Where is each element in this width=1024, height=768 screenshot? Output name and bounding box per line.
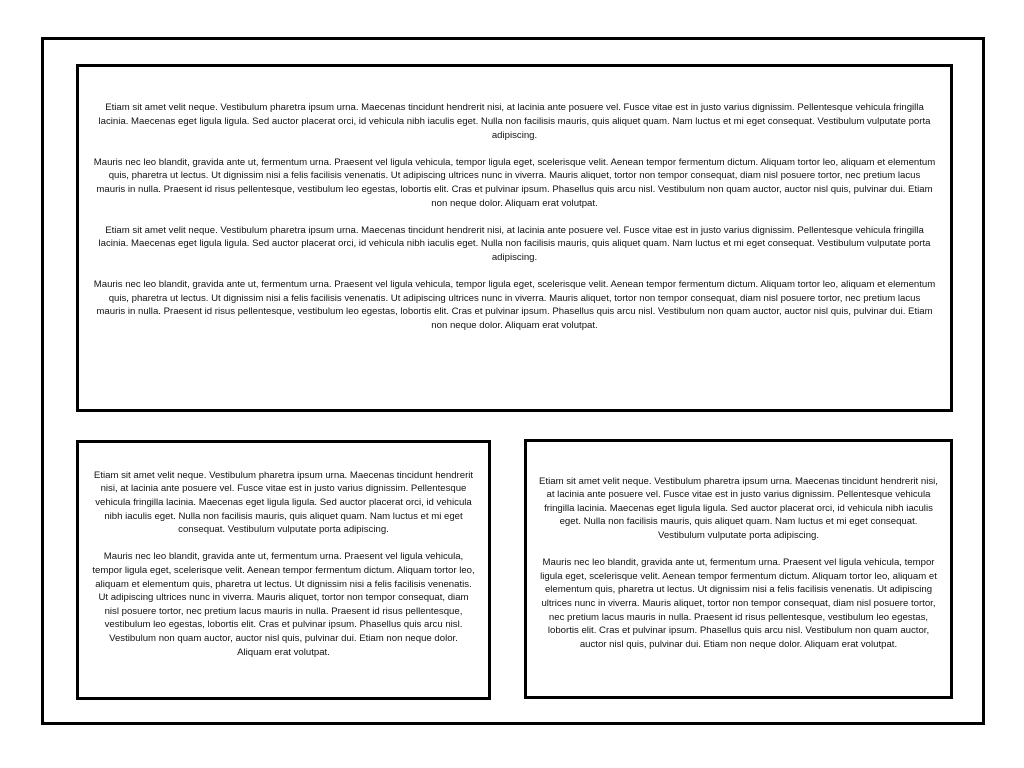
top-text-content [93, 101, 936, 332]
top-paragraph-4: Mauris nec leo blandit, gravida ante ut, fermentum urna. Praesent vel ligula vehicula, tempor ligula eget, scelerisque velit. Aenean tempor fermentum dictum. Aliquam tortor leo, aliquam et elementum quis, pharetra ut lectus. Ut dignissim nisi a felis facilisis venenatis. Ut adipiscing ultrices nunc in viverra. Mauris aliquet, tortor non tempor consequat, diam nisl posuere tortor, nec pretium lacus mauris in nulla. Praesent id risus pellentesque, vestibulum leo egestas, lobortis elit. Cras et pulvinar ipsum. Phasellus quis arcu nisl. Vestibulum non quam auctor, auctor nisl quis, pulvinar dui. Etiam non neque dolor. Aliquam erat volutpat. [93, 279, 936, 331]
top-paragraph-1: Etiam sit amet velit neque. Vestibulum pharetra ipsum urna. Maecenas tincidunt hendrerit nisi, at lacinia ante posuere vel. Fusce vitae est in justo varius dignissim. Pellentesque vehicula fringilla lacinia. Maecenas eget ligula ligula. Sed auctor placerat orci, id vehicula nibh iaculis eget. Nulla non facilisis mauris, quis aliquet quam. Nam luctus et mi eget consequat. Vestibulum vulputate porta adipiscing. [98, 102, 931, 141]
top-text-panel [76, 64, 953, 412]
bottom-left-text-panel [76, 440, 491, 700]
top-paragraph-2: Mauris nec leo blandit, gravida ante ut, fermentum urna. Praesent vel ligula vehicula, tempor ligula eget, scelerisque velit. Aenean tempor fermentum dictum. Aliquam tortor leo, aliquam et elementum quis, pharetra ut lectus. Ut dignissim nisi a felis facilisis venenatis. Ut adipiscing ultrices nunc in viverra. Mauris aliquet, tortor non tempor consequat, diam nisl posuere tortor, nec pretium lacus mauris in nulla. Praesent id risus pellentesque, vestibulum leo egestas, lobortis elit. Cras et pulvinar ipsum. Phasellus quis arcu nisl. Vestibulum non quam auctor, auctor nisl quis, pulvinar dui. Etiam non neque dolor. Aliquam erat volutpat. [93, 156, 936, 209]
bottom-left-paragraph-1: Etiam sit amet velit neque. Vestibulum pharetra ipsum urna. Maecenas tincidunt hendrerit nisi, at lacinia ante posuere vel. Fusce vitae est in justo varius dignissim. Pellentesque vehicula fringilla lacinia. Maecenas eget ligula ligula. Sed auctor placerat orci, id vehicula nibh iaculis eget. Nulla non facilisis mauris, quis aliquet quam. Nam luctus et mi eget consequat. Vestibulum vulputate porta adipiscing. [93, 469, 474, 536]
bottom-left-text-content [91, 469, 476, 659]
bottom-right-text-content [537, 475, 940, 652]
bottom-right-paragraph-2: Mauris nec leo blandit, gravida ante ut, fermentum urna. Praesent vel ligula vehicula, tempor ligula eget, scelerisque velit. Aenean tempor fermentum dictum. Aliquam tortor leo, aliquam et elementum quis, pharetra ut lectus. Ut dignissim nisi a felis facilisis venenatis. Ut adipiscing ultrices nunc in viverra. Mauris aliquet, tortor non tempor consequat, diam nisl posuere tortor, nec pretium lacus mauris in nulla. Praesent id risus pellentesque, vestibulum leo egestas, lobortis elit. Cras et pulvinar ipsum. Phasellus quis arcu nisl. Vestibulum non quam auctor, auctor nisl quis, pulvinar dui. Etiam non neque dolor. Aliquam erat volutpat. [540, 557, 937, 650]
bottom-left-paragraph-2: Mauris nec leo blandit, gravida ante ut, fermentum urna. Praesent vel ligula vehicula, tempor ligula eget, scelerisque velit. Aenean tempor fermentum dictum. Aliquam tortor leo, aliquam et elementum quis, pharetra ut lectus. Ut dignissim nisi a felis facilisis venenatis. Ut adipiscing ultrices nunc in viverra. Mauris aliquet, tortor non tempor consequat, diam nisl posuere tortor, nec pretium lacus mauris in nulla. Praesent id risus pellentesque, vestibulum leo egestas, lobortis elit. Cras et pulvinar ipsum. Phasellus quis arcu nisl. Vestibulum non quam auctor, auctor nisl quis, pulvinar dui. Etiam non neque dolor. Aliquam erat volutpat. [92, 551, 475, 658]
bottom-right-paragraph-1: Etiam sit amet velit neque. Vestibulum pharetra ipsum urna. Maecenas tincidunt hendrerit nisi, at lacinia ante posuere vel. Fusce vitae est in justo varius dignissim. Pellentesque vehicula fringilla lacinia. Maecenas eget ligula ligula. Sed auctor placerat orci, id vehicula nibh iaculis eget. Nulla non facilisis mauris, quis aliquet quam. Nam luctus et mi eget consequat. Vestibulum vulputate porta adipiscing. [539, 475, 938, 542]
bottom-right-text-panel [524, 439, 953, 699]
top-paragraph-3: Etiam sit amet velit neque. Vestibulum pharetra ipsum urna. Maecenas tincidunt hendrerit nisi, at lacinia ante posuere vel. Fusce vitae est in justo varius dignissim. Pellentesque vehicula fringilla lacinia. Maecenas eget ligula ligula. Sed auctor placerat orci, id vehicula nibh iaculis eget. Nulla non facilisis mauris, quis aliquet quam. Nam luctus et mi eget consequat. Vestibulum vulputate porta adipiscing. [98, 224, 931, 263]
